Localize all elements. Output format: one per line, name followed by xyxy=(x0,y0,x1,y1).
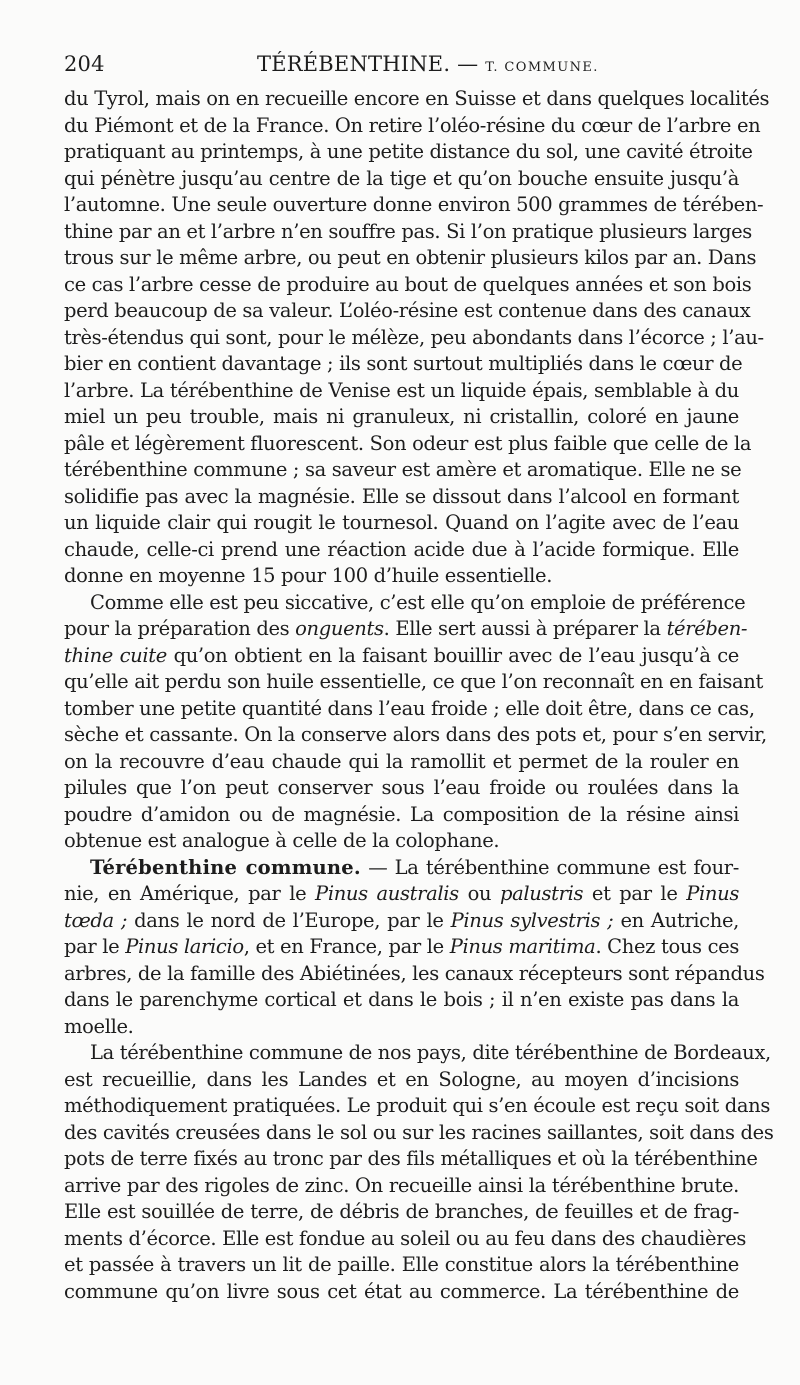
text-line: Comme elle est peu siccative, c’est elle qu’on emploie de préférence xyxy=(90,590,746,614)
text-line: commune qu’on livre sous cet état au commerce. La térébenthine de xyxy=(64,1279,739,1303)
text-run: dans le nord de l’Europe, par le xyxy=(127,908,451,932)
running-title xyxy=(257,52,599,76)
text-line xyxy=(64,643,739,670)
text-line: pilules que l’on peut conserver sous l’eau froide ou roulées dans la xyxy=(64,776,739,799)
text-line: qui pénètre jusqu’au centre de la tige et qu’on bouche ensuite jusqu’à xyxy=(64,166,739,190)
text-line: un liquide clair qui rougit le tournesol. Quand on l’agite avec de l’eau xyxy=(64,511,739,534)
text-line: des cavités creusées dans le sol ou sur les racines saillantes, soit dans des xyxy=(64,1120,774,1144)
text-line: du Piémont et de la France. On retire l’oléo-résine du cœur de l’arbre en xyxy=(64,113,761,137)
text-line: tomber une petite quantité dans l’eau froide ; elle doit être, dans ce cas, xyxy=(64,696,755,720)
text-line: méthodiquement pratiquées. Le produit qui s’en écoule est reçu soit dans xyxy=(64,1094,770,1117)
text-line: poudre d’amidon ou de magnésie. La composition de la résine ainsi xyxy=(64,802,739,826)
text-line: ments d’écorce. Elle est fondue au soleil ou au feu dans des chaudières xyxy=(64,1226,747,1250)
text-run: , et en France, par le xyxy=(243,935,450,958)
text-line xyxy=(64,616,748,643)
text-line: La térébenthine commune de nos pays, dite térébenthine de Bordeaux, xyxy=(90,1041,771,1064)
running-title-main: TÉRÉBENTHINE. — xyxy=(257,52,479,76)
text-line xyxy=(64,881,739,908)
body-text xyxy=(64,86,774,1305)
italic-term: Pinus xyxy=(686,882,739,905)
text-line: donne en moyenne 15 pour 100 d’huile essentielle. xyxy=(64,564,553,587)
text-line: pratiquant au printemps, à une petite distance du sol, une cavité étroite xyxy=(64,140,753,163)
text-line: du Tyrol, mais on en recueille encore en Suisse et dans quelques localités xyxy=(64,87,770,110)
text-line: thine par an et l’arbre n’en souffre pas. Si l’on pratique plusieurs larges xyxy=(64,219,752,243)
text-line: sèche et cassante. On la conserve alors dans des pots et, pour s’en servir, xyxy=(64,723,767,746)
page-number: 204 xyxy=(64,52,105,76)
running-head xyxy=(64,52,738,82)
running-title-sub: T. COMMUNE. xyxy=(485,60,599,75)
text-run: par le xyxy=(64,935,126,958)
text-run: en Autriche, xyxy=(613,908,739,932)
italic-term: Pinus maritima xyxy=(449,935,596,958)
text-line: très-étendus qui sont, pour le mélèze, peu abondants dans l’écorce ; l’au- xyxy=(64,325,764,349)
text-line: dans le parenchyme cortical et dans le bois ; il n’en existe pas dans la xyxy=(64,988,739,1011)
text-line: arbres, de la famille des Abiétinées, les canaux récepteurs sont répandus xyxy=(64,961,765,985)
text-run: nie, en Amérique, par le xyxy=(64,882,316,905)
text-run: ou xyxy=(458,882,500,905)
text-line: pots de terre fixés au tronc par des fils métalliques et où la térébenthine xyxy=(64,1147,758,1170)
text-line: miel un peu trouble, mais ni granuleux, ni cristallin, coloré en jaune xyxy=(64,405,739,428)
text-run: — La térébenthine commune est four- xyxy=(360,855,739,879)
italic-term: tœda ; xyxy=(64,908,128,932)
text-run: et par le xyxy=(583,882,687,905)
text-line: l’arbre. La térébenthine de Venise est un liquide épais, semblable à du xyxy=(64,378,739,402)
text-line: moelle. xyxy=(64,1014,134,1038)
text-line: qu’elle ait perdu son huile essentielle, ce que l’on reconnaît en en faisant xyxy=(64,670,763,693)
text-line: térébenthine commune ; sa saveur est amère et aromatique. Elle ne se xyxy=(64,458,742,481)
text-line: bier en contient davantage ; ils sont surtout multipliés dans le cœur de xyxy=(64,352,743,375)
text-run: . Chez tous ces xyxy=(595,935,740,958)
text-run: qu’on obtient en la faisant bouillir avec de l’eau jusqu’à ce xyxy=(166,643,739,667)
text-line: ce cas l’arbre cesse de produire au bout de quelques années et son bois xyxy=(64,272,752,296)
text-line: trous sur le même arbre, ou peut en obtenir plusieurs kilos par an. Dans xyxy=(64,246,757,269)
text-line: pâle et légèrement fluorescent. Son odeur est plus faible que celle de la xyxy=(64,431,752,455)
text-run: . Elle sert aussi à préparer la xyxy=(383,617,667,640)
italic-term: palustris xyxy=(499,882,584,905)
text-line xyxy=(64,934,739,961)
text-line: l’automne. Une seule ouverture donne environ 500 grammes de térében- xyxy=(64,193,764,216)
italic-term: thine cuite xyxy=(64,643,167,667)
text-line: et passée à travers un lit de paille. Elle constitue alors la térébenthine xyxy=(64,1253,739,1276)
text-line: obtenue est analogue à celle de la colophane. xyxy=(64,829,500,852)
section-heading: Térébenthine commune. xyxy=(90,855,361,879)
text-line: est recueillie, dans les Landes et en Sologne, au moyen d’incisions xyxy=(64,1067,739,1091)
italic-term: onguents xyxy=(295,617,384,640)
text-line xyxy=(64,908,739,935)
text-line xyxy=(64,855,739,882)
text-line: on la recouvre d’eau chaude qui la ramollit et permet de la rouler en xyxy=(64,749,739,773)
text-run: pour la préparation des xyxy=(64,617,296,640)
text-line: solidifie pas avec la magnésie. Elle se dissout dans l’alcool en formant xyxy=(64,484,739,508)
italic-term: térében- xyxy=(666,617,748,640)
text-line: Elle est souillée de terre, de débris de branches, de feuilles et de frag- xyxy=(64,1200,739,1223)
text-line: perd beaucoup de sa valeur. L’oléo-résine est contenue dans des canaux xyxy=(64,299,751,322)
italic-term: Pinus sylvestris ; xyxy=(450,908,614,932)
text-line: arrive par des rigoles de zinc. On recueille ainsi la térébenthine brute. xyxy=(64,1173,739,1197)
italic-term: Pinus australis xyxy=(315,882,459,905)
text-line: chaude, celle-ci prend une réaction acide due à l’acide formique. Elle xyxy=(64,537,739,561)
italic-term: Pinus laricio xyxy=(125,935,244,958)
